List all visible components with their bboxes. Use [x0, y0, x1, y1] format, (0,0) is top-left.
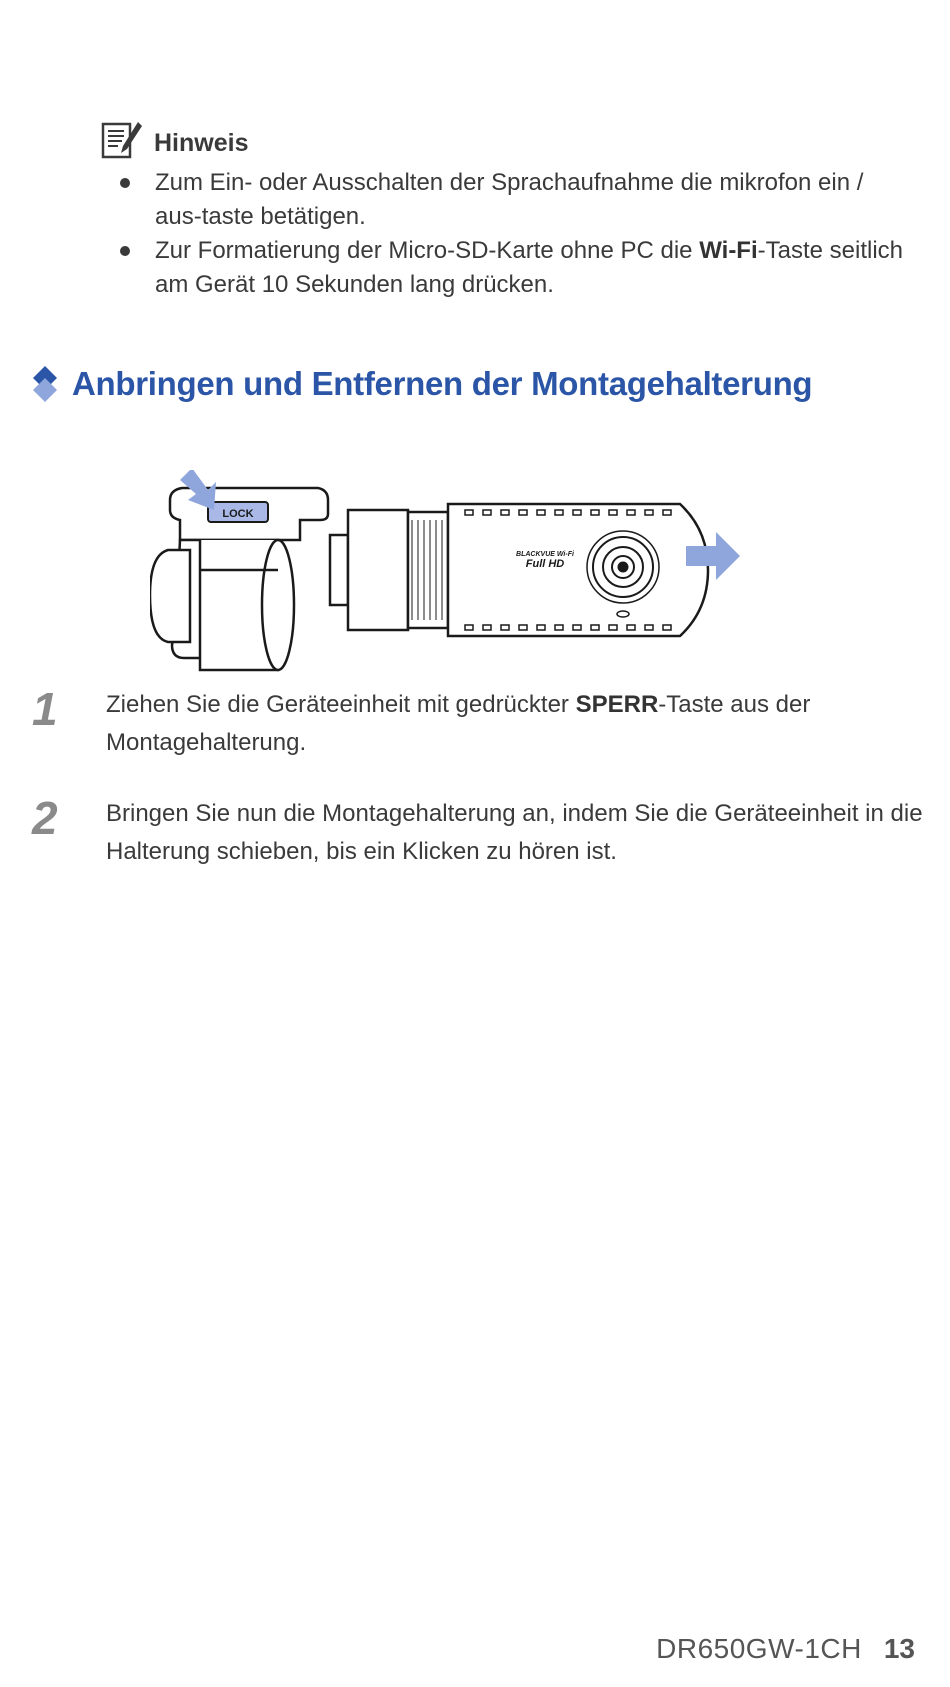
model-name: DR650GW-1CH [656, 1633, 862, 1664]
section-heading [32, 364, 812, 404]
lock-label: LOCK [222, 508, 254, 520]
step-keyword: SPERR [575, 691, 659, 718]
step-text: Bringen Sie nun die Montagehalterung an, indem Sie die Geräteeinheit in die Halterung schieben, bis ein Klicken zu hören ist. [106, 800, 923, 865]
note-item-2 [120, 234, 915, 302]
step-number: 1 [32, 683, 58, 735]
note-list [120, 166, 915, 302]
brand-text: BLACKVUE Wi-Fi [516, 551, 574, 558]
bullet-icon [120, 246, 130, 256]
step-number: 2 [32, 792, 58, 844]
note-item-text-after: -Taste seitlich am Gerät 10 Sekunden lang drücken. [155, 237, 904, 298]
page-footer [656, 1633, 915, 1665]
full-hd-badge: Full HD [525, 558, 565, 570]
step-text-before: Ziehen Sie die Geräteeinheit mit gedrückter [106, 691, 576, 718]
page-number: 13 [883, 1633, 915, 1664]
note-item-text: Zum Ein- oder Ausschalten der Sprachaufnahme die mikrofon ein / aus-taste betätigen. [155, 169, 864, 230]
note-item-keyword: Wi-Fi [699, 237, 758, 264]
note-title: Hinweis [154, 128, 249, 157]
camera-body [330, 504, 708, 636]
note-pencil-icon [100, 118, 144, 162]
dashcam-mount-illustration [150, 470, 810, 690]
note-item-1 [120, 166, 915, 234]
step-text-after: -Taste aus der Montagehalterung. [106, 691, 811, 756]
note-item-text-before: Zur Formatierung der Micro-SD-Karte ohne PC die [155, 237, 700, 264]
diamond-bullet-icon [32, 364, 66, 404]
bullet-icon [120, 178, 130, 188]
note-header [100, 118, 248, 162]
section-title: Anbringen und Entfernen der Montagehalterung [72, 365, 813, 402]
step-text [106, 686, 947, 762]
